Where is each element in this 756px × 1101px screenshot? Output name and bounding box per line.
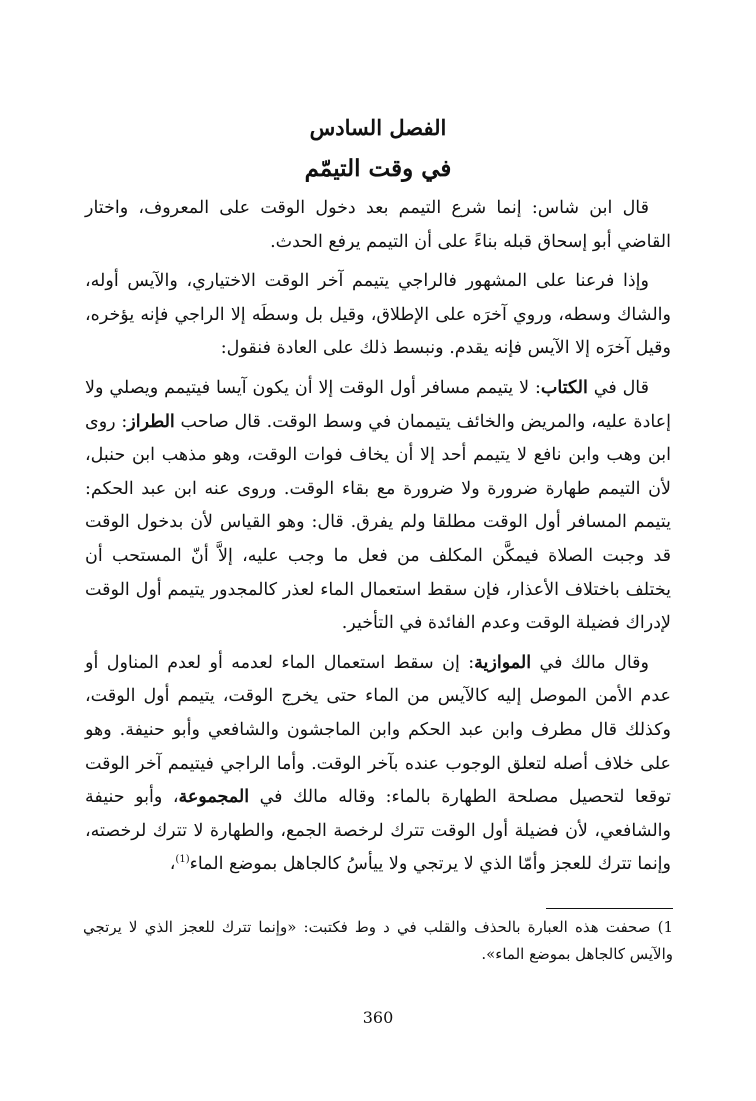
paragraph-4-end: ، (169, 854, 176, 875)
book-ref-mawaziya: الموازية (474, 652, 532, 673)
paragraph-3 (85, 372, 671, 641)
book-ref-majmua: المجموعة (178, 787, 250, 808)
footnotes (83, 914, 673, 968)
paragraph-3-part-a: قال في (587, 377, 649, 398)
paragraph-2: وإذا فرعنا على المشهور فالراجي يتيمم آخر الوقت الاختياري، والآيس أوله، والشاك وسطه، وروي آخرَه على الإطلاق، وقيل بل وسطَه إلا الراجي فإنه يؤخره، وقيل آخرَه إلا الآيس فإنه يقدم. ونبسط ذلك على العادة فنقول: (85, 271, 671, 359)
chapter-title: الفصل السادس (309, 115, 447, 140)
paragraph-4-part-a: وقال مالك في (531, 652, 649, 673)
book-ref-kitab: الكتاب (540, 377, 588, 398)
section-title: في وقت التيمّم (304, 155, 452, 182)
footnote-1: 1) صحفت هذه العبارة بالحذف والقلب في د وط فكتبت: «وإنما تترك للعجز الذي لا يرتجي والآيس كالجاهل بموضع الماء». (83, 918, 673, 963)
footnote-marker: (1) (175, 854, 190, 866)
paragraph-4-part-c: : إن سقط استعمال الماء لعدمه أو لعدم المناول أو عدم الأمن الموصل إليه كالآيس من الماء حتى يخرج الوقت، يتيمم أول الوقت، وكذلك قال مطرف وابن عبد الحكم وابن الماجشون والشافعي وأبو حنيفة. وهو على خلاف أصله لتعلق الوجوب عنده بآخر الوقت. وأما الراجي فيتيمم آخر الوقت توقعا لتحصيل مصلحة الطهارة بالماء: وقاله مالك في (85, 652, 671, 808)
body-text (85, 192, 671, 882)
paragraph-1: قال ابن شاس: إنما شرع التيمم بعد دخول الوقت على المعروف، واختار القاضي أبو إسحاق قبله بناءً على أن التيمم يرفع الحدث. (85, 198, 671, 252)
paragraph-3-part-e: : روى ابن وهب وابن نافع لا يتيمم أحد إلا أن يخاف فوات الوقت، وهو مذهب ابن حنبل، لأن التيمم طهارة ضرورة ولا ضرورة مع بقاء الوقت. وروى عنه ابن عبد الحكم: يتيمم المسافر أول الوقت مطلقا ولم يفرق. قال: وهو القياس لأن بدخول الوقت قد وجبت الصلاة فيمكَّن المكلف من فعل ما وجب عليه، إلاَّ أنّ المستحب أن يختلف باختلاف الأعذار، فإن سقط استعمال الماء لعذر كالمجدور يتيمم أول الوقت لإدراك فضيلة الوقت وعدم الفائدة في التأخير. (85, 411, 671, 634)
page-number: 360 (362, 1008, 394, 1027)
paragraph-4-part-e: ، وأبو حنيفة والشافعي، لأن فضيلة أول الوقت تترك لرخصة الجمع، والطهارة لا تترك لرخصته، وإنما تترك للعجز وأمّا الذي لا يرتجي ولا ييأسُ كالجاهل بموضع الماء (85, 787, 671, 875)
paragraph-4 (85, 647, 671, 882)
footnote-divider (546, 908, 673, 909)
paragraph-3-part-c: : لا يتيمم مسافر أول الوقت إلا أن يكون آيسا فيتيمم ويصلي ولا إعادة عليه، والمريض والخائف يتيممان في وسط الوقت. قال صاحب (85, 377, 671, 432)
book-ref-tiraz: الطراز (127, 411, 175, 432)
